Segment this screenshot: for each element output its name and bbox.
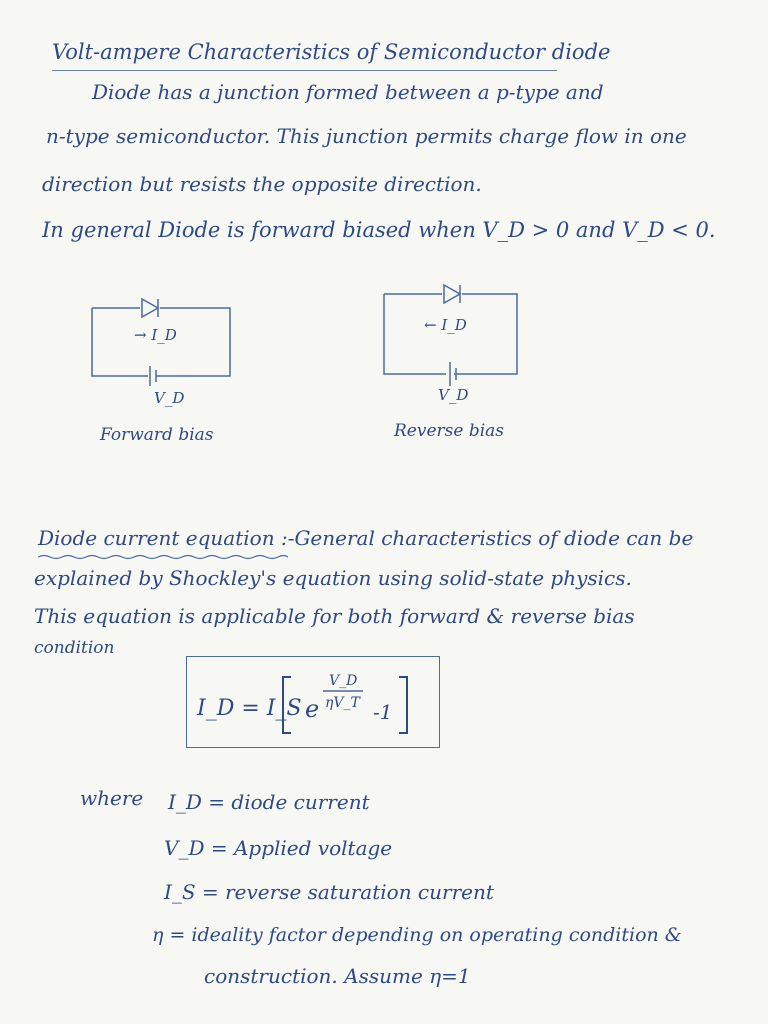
definition-meaning: = ideality factor depending on operating condition &	[169, 924, 682, 946]
definition-meaning: = reverse saturation current	[201, 880, 494, 904]
diode-symbol	[444, 285, 460, 303]
forward-voltage-label: V_D	[154, 389, 185, 407]
where-label: where	[80, 786, 144, 810]
equation-lhs: I_D = I_S	[197, 696, 302, 721]
definition-row	[152, 924, 682, 946]
title-underline	[52, 70, 557, 71]
section-line-4: condition	[34, 638, 115, 658]
reverse-bias-caption: Reverse bias	[394, 421, 505, 441]
section-line-2: explained by Shockley's equation using solid-state physics.	[34, 566, 632, 590]
intro-line-3: direction but resists the opposite direction.	[42, 172, 482, 196]
definition-symbol: I_D	[168, 790, 202, 814]
definition-symbol: V_D	[164, 836, 205, 860]
page-title: Volt-ampere Characteristics of Semiconductor diode	[52, 40, 611, 64]
battery-symbol	[150, 366, 156, 386]
intro-line-1: Diode has a junction formed between a p-type and	[92, 80, 604, 104]
section-heading: Diode current equation	[38, 526, 275, 550]
definition-meaning: = diode current	[208, 790, 370, 814]
definition-row	[168, 790, 370, 814]
forward-bias-circuit	[80, 290, 250, 440]
equation-base: e	[305, 695, 320, 723]
heading-wavy-underline	[38, 554, 288, 560]
reverse-voltage-label: V_D	[438, 386, 469, 404]
definition-symbol: η	[152, 924, 164, 946]
reverse-bias-circuit	[372, 276, 532, 441]
forward-bias-caption: Forward bias	[100, 425, 214, 440]
section-heading-rest: :-General characteristics of diode can be	[280, 526, 694, 550]
reverse-current-label: ← I_D	[424, 316, 467, 334]
intro-line-4: In general Diode is forward biased when V_D > 0 and V_D < 0.	[42, 218, 716, 242]
diode-symbol	[142, 299, 158, 317]
exponent-denominator: ηV_T	[325, 695, 360, 711]
exponent-numerator: V_D	[329, 673, 358, 689]
shockley-equation	[187, 657, 439, 747]
equation-tail: -1	[373, 700, 393, 724]
right-bracket	[399, 677, 407, 733]
intro-line-2: n-type semiconductor. This junction permits charge flow in one	[46, 124, 687, 148]
section-line-3: This equation is applicable for both forward & reverse bias	[34, 604, 635, 628]
definition-row	[164, 880, 494, 904]
definition-continuation: construction. Assume η=1	[204, 964, 471, 988]
forward-current-label: → I_D	[134, 326, 177, 344]
definition-meaning: = Applied voltage	[210, 836, 393, 860]
definition-row	[164, 836, 392, 860]
definition-symbol: I_S	[164, 880, 196, 904]
shockley-equation-box	[186, 656, 440, 748]
section-heading-line	[38, 526, 693, 550]
